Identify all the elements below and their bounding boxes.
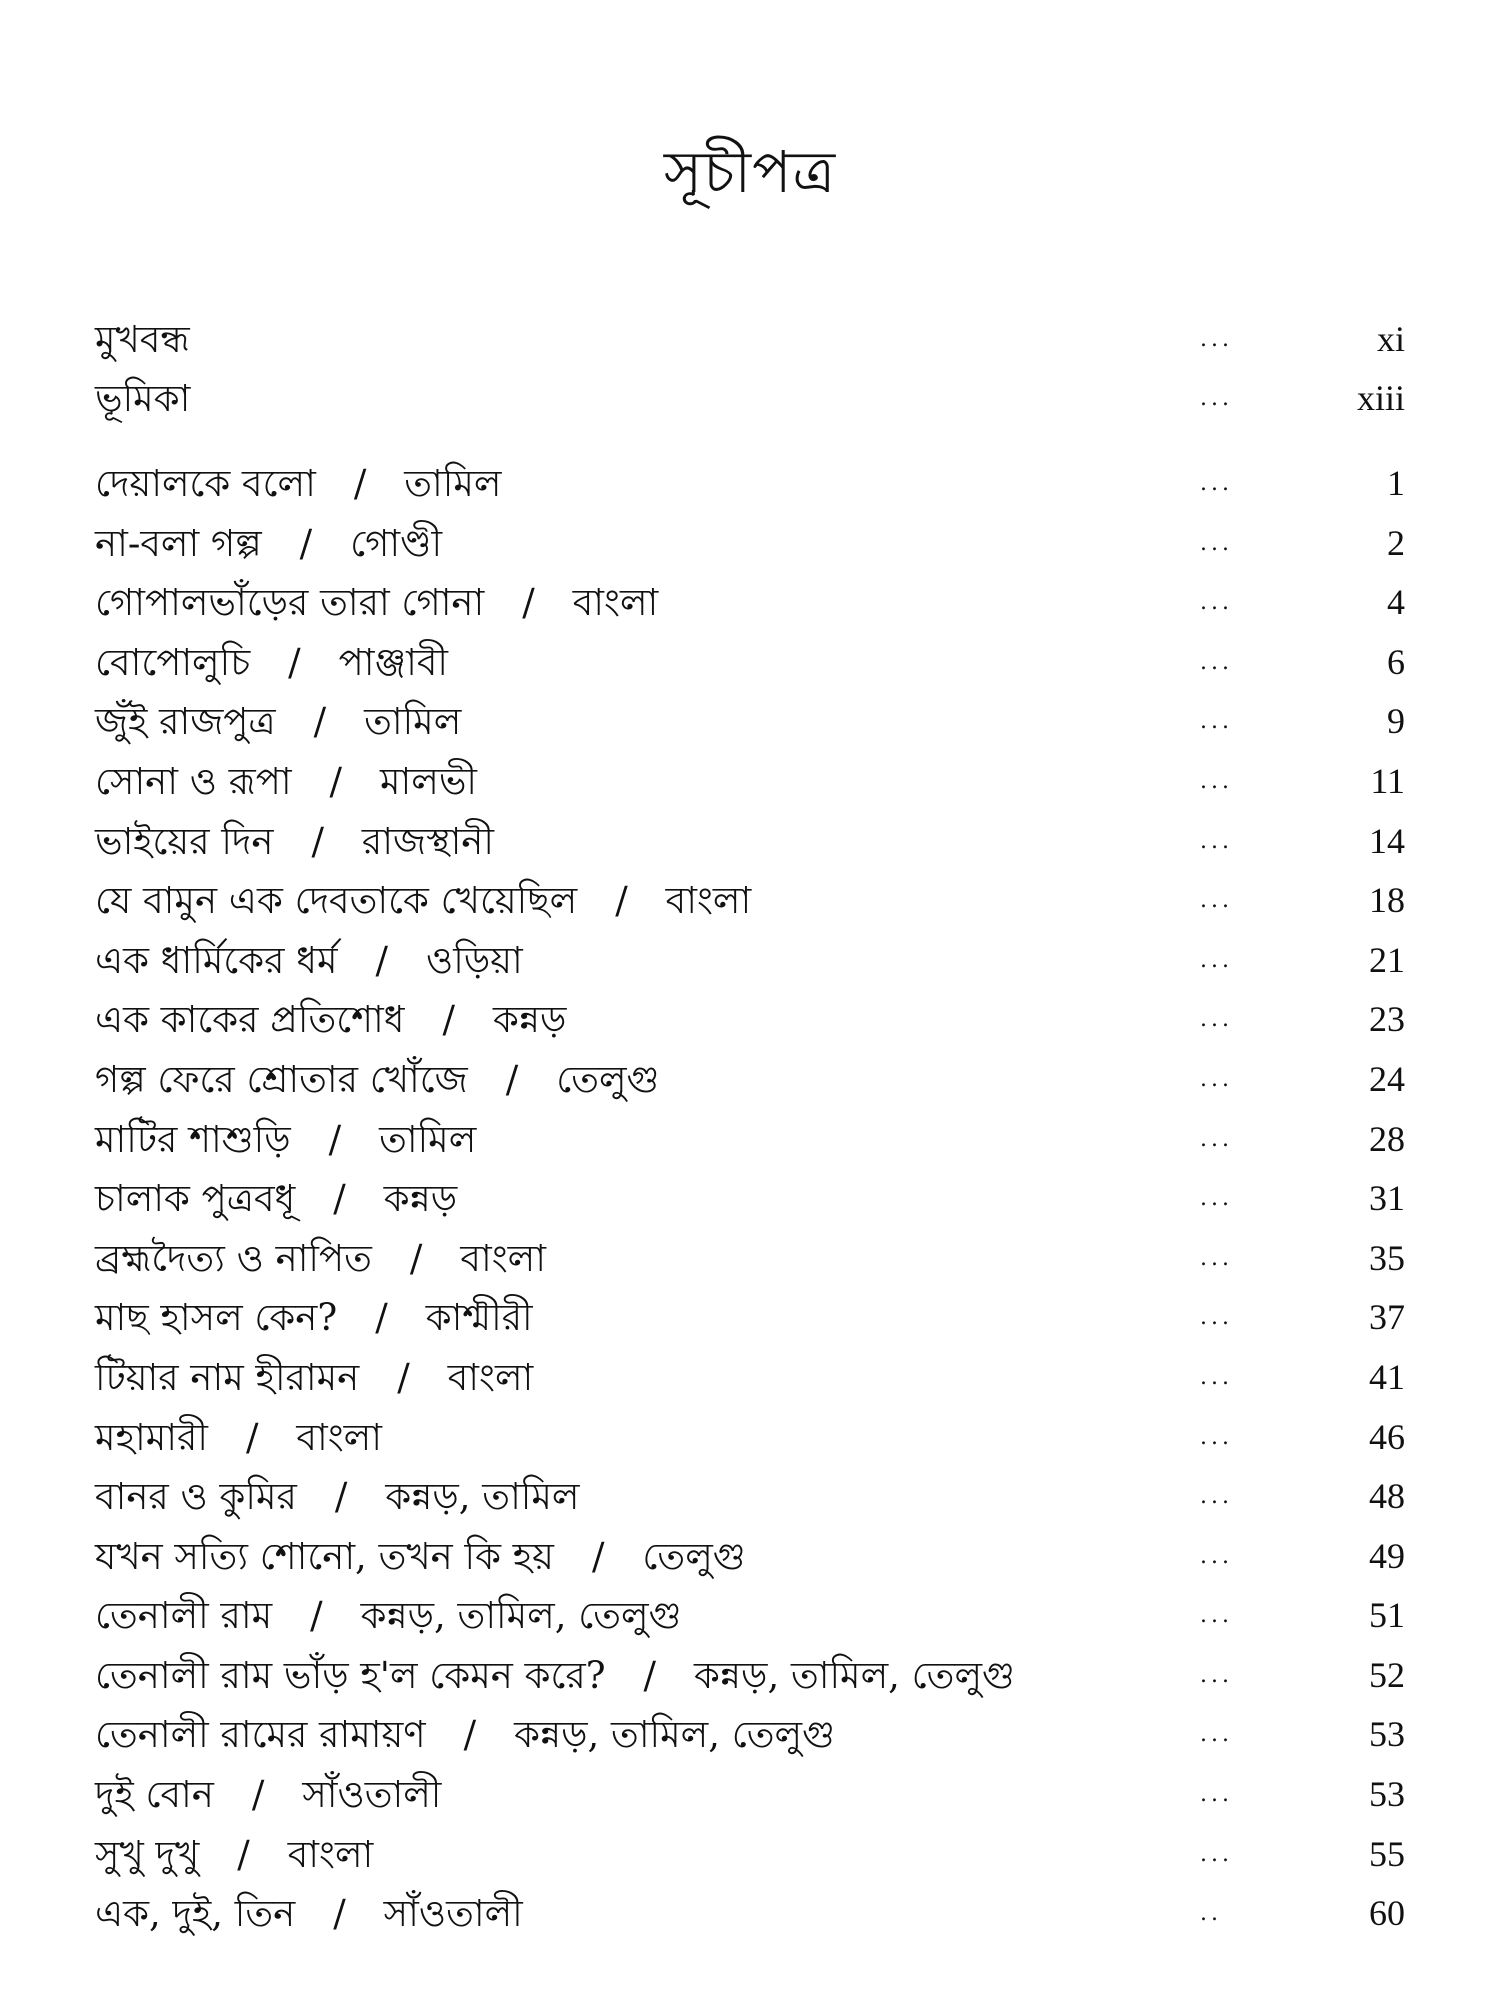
toc-entry-title: যে বামুন এক দেবতাকে খেয়েছিল <box>95 879 578 923</box>
toc-entry-heading <box>95 514 442 574</box>
toc-entry <box>95 1169 1405 1229</box>
toc-entry-heading <box>95 692 461 752</box>
toc-entry-title: না-বলা গল্প <box>95 521 262 565</box>
toc-entry-language: তেলুগু <box>556 1057 660 1101</box>
toc-entry-heading <box>95 1408 382 1468</box>
title-language-separator: / <box>375 1296 388 1340</box>
title-language-separator: / <box>251 1773 265 1817</box>
toc-entry-title: ভূমিকা <box>95 377 191 420</box>
title-language-separator: / <box>643 1653 657 1697</box>
toc-page-number: 51 <box>1369 1595 1405 1636</box>
section-spacer <box>95 428 1405 454</box>
toc-entry-language: মালভী <box>380 759 478 803</box>
toc-entry-heading <box>95 1110 476 1170</box>
toc-entry-title: জুঁই রাজপুত্র <box>95 700 276 744</box>
title-language-separator: / <box>334 1475 348 1519</box>
toc-page-number: 18 <box>1369 880 1405 921</box>
toc-entry-heading <box>95 1169 457 1229</box>
toc-entry-title: দুই বোন <box>95 1773 214 1817</box>
toc-page-number: xi <box>1376 319 1405 359</box>
toc-entry <box>95 1825 1405 1885</box>
toc-entry-language: কন্নড় <box>492 998 567 1042</box>
toc-entry-heading <box>95 573 658 633</box>
toc-page-number: 23 <box>1369 999 1405 1040</box>
toc-page-number: 55 <box>1369 1833 1405 1874</box>
toc-entry <box>95 1288 1405 1348</box>
toc-dot-leader: ... <box>1200 1364 1233 1390</box>
title-language-separator: / <box>329 759 343 803</box>
toc-entry-heading <box>95 1288 533 1348</box>
title-language-separator: / <box>237 1832 250 1876</box>
toc-entry <box>95 1646 1405 1706</box>
toc-entry-title: এক ধার্মিকের ধর্ম <box>95 938 338 982</box>
title-language-separator: / <box>311 819 324 863</box>
toc-entry-heading <box>95 633 448 693</box>
title-language-separator: / <box>245 1415 259 1459</box>
toc-dot-leader: ... <box>1200 1126 1233 1152</box>
toc-entry-list <box>95 454 1405 1944</box>
toc-dot-leader: ... <box>1200 590 1233 616</box>
toc-page-number: 35 <box>1369 1237 1405 1278</box>
toc-dot-leader: ... <box>1200 768 1233 794</box>
toc-entry <box>95 1586 1405 1646</box>
toc-entry-heading <box>95 1467 580 1527</box>
toc-entry-language: বাংলা <box>572 581 659 625</box>
toc-dot-leader: ... <box>1200 471 1233 496</box>
toc-entry-language: পাঞ্জাবী <box>338 640 449 684</box>
toc-entry-title: তেনালী রাম <box>95 1594 273 1638</box>
toc-entry-language: কন্নড় <box>383 1177 458 1221</box>
title-language-separator: / <box>522 581 535 625</box>
toc-entry-heading <box>95 1527 746 1587</box>
title-language-separator: / <box>333 1177 346 1221</box>
toc-entry-title: সুখু দুখু <box>95 1832 200 1876</box>
toc-page-number: 49 <box>1369 1535 1405 1576</box>
toc-entry-language: বাংলা <box>665 879 752 923</box>
title-language-separator: / <box>397 1355 410 1399</box>
toc-entry-title: গোপালভাঁড়ের তারা গোনা <box>95 581 485 625</box>
toc-entry-language: বাংলা <box>287 1832 374 1876</box>
toc-entry-heading <box>95 931 523 991</box>
toc-dot-leader: ... <box>1200 1722 1233 1748</box>
table-of-contents <box>95 310 1405 1944</box>
toc-page-number: 2 <box>1387 522 1405 563</box>
toc-entry-heading <box>95 871 751 931</box>
toc-dot-leader: ... <box>1200 1305 1233 1331</box>
toc-entry-title: তেনালী রাম ভাঁড় হ'ল কেমন করে? <box>95 1653 606 1697</box>
title-language-separator: / <box>299 521 313 565</box>
toc-entry-heading <box>95 1884 523 1944</box>
toc-dot-leader: ... <box>1200 1186 1233 1212</box>
toc-entry-title: তেনালী রামের রামায়ণ <box>95 1713 426 1757</box>
toc-entry-title: যখন সত্যি শোনো, তখন কি হয় <box>95 1534 554 1578</box>
toc-entry-title: এক, দুই, তিন <box>95 1892 296 1936</box>
toc-entry-language: তামিল <box>404 462 502 505</box>
toc-entry-title: টিয়ার নাম হীরামন <box>95 1355 360 1399</box>
toc-entry-heading <box>95 1050 659 1110</box>
toc-page-number: 11 <box>1370 760 1405 801</box>
toc-entry-heading <box>95 812 494 872</box>
toc-entry <box>95 454 1405 514</box>
toc-page-number: 46 <box>1369 1416 1405 1457</box>
toc-entry-language: তেলুগু <box>642 1534 746 1578</box>
title-language-separator: / <box>375 938 389 982</box>
toc-dot-leader: ... <box>1200 1245 1233 1271</box>
toc-entry <box>95 1050 1405 1110</box>
toc-entry-language: কাশ্মীরী <box>425 1296 533 1340</box>
toc-entry <box>95 1467 1405 1527</box>
toc-entry-language: তামিল <box>379 1117 477 1161</box>
toc-entry-title: বোপোলুচি <box>95 640 251 684</box>
toc-entry <box>95 1884 1405 1944</box>
toc-dot-leader: ... <box>1200 1424 1233 1450</box>
toc-dot-leader: ... <box>1200 386 1233 411</box>
toc-dot-leader: ... <box>1200 828 1233 854</box>
toc-entry <box>95 633 1405 693</box>
toc-entry <box>95 1705 1405 1765</box>
toc-entry-language: সাঁওতালী <box>383 1892 523 1936</box>
toc-entry-heading <box>95 990 566 1050</box>
toc-entry <box>95 1110 1405 1170</box>
toc-page-number: 60 <box>1369 1893 1405 1934</box>
toc-entry-heading <box>95 1765 441 1825</box>
toc-entry-title: ভাইয়ের দিন <box>95 819 274 863</box>
toc-page-number: 21 <box>1369 939 1405 980</box>
toc-entry <box>95 752 1405 812</box>
toc-page-number: 14 <box>1369 820 1405 861</box>
toc-page-number: 28 <box>1369 1118 1405 1159</box>
toc-entry-language: গোণ্ডী <box>350 521 443 565</box>
toc-entry-title: মাছ হাসল কেন? <box>95 1296 338 1340</box>
toc-dot-leader: ... <box>1200 649 1233 675</box>
toc-entry-language: ওড়িয়া <box>426 938 523 982</box>
toc-entry-language: তামিল <box>364 700 462 744</box>
toc-entry <box>95 692 1405 752</box>
toc-entry-title: মুখবন্ধ <box>95 318 190 361</box>
title-language-separator: / <box>591 1534 605 1578</box>
toc-entry-title: চালাক পুত্রবধূ <box>95 1177 296 1221</box>
toc-page-number: 41 <box>1369 1356 1405 1397</box>
title-language-separator: / <box>615 879 628 923</box>
toc-entry <box>95 871 1405 931</box>
toc-front-entry <box>95 369 1405 428</box>
toc-page-number: 53 <box>1369 1714 1405 1755</box>
title-language-separator: / <box>313 700 327 744</box>
toc-page-number: 52 <box>1369 1654 1405 1695</box>
toc-entry <box>95 573 1405 633</box>
toc-entry <box>95 1408 1405 1468</box>
title-language-separator: / <box>288 640 301 684</box>
toc-dot-leader: ... <box>1200 709 1233 735</box>
toc-dot-leader: ... <box>1200 1662 1233 1688</box>
title-language-separator: / <box>333 1892 346 1936</box>
toc-dot-leader: ... <box>1200 947 1233 973</box>
toc-page-number: 4 <box>1387 582 1405 623</box>
toc-entry-language: সাঁওতালী <box>302 1773 442 1817</box>
toc-page-number: 1 <box>1387 463 1405 503</box>
toc-entry <box>95 812 1405 872</box>
toc-entry-language: বাংলা <box>460 1236 546 1280</box>
toc-entry-title: গল্প ফেরে শ্রোতার খোঁজে <box>95 1057 468 1101</box>
title-language-separator: / <box>505 1057 519 1101</box>
toc-entry <box>95 1348 1405 1408</box>
toc-dot-leader: ... <box>1200 1066 1233 1092</box>
toc-entry-language: বাংলা <box>296 1415 382 1459</box>
toc-entry-language: কন্নড়, তামিল <box>385 1475 580 1519</box>
toc-dot-leader: ... <box>1200 1484 1233 1510</box>
toc-page-number: 53 <box>1369 1774 1405 1815</box>
title-language-separator: / <box>328 1117 342 1161</box>
toc-entry-language: বাংলা <box>447 1355 534 1399</box>
toc-page-number: 48 <box>1369 1476 1405 1517</box>
title-language-separator: / <box>409 1236 423 1280</box>
toc-dot-leader: ... <box>1200 327 1233 352</box>
toc-entry-heading <box>95 1586 681 1646</box>
toc-entry-title: এক কাকের প্রতিশোধ <box>95 998 405 1042</box>
toc-entry-language: কন্নড়, তামিল, তেলুগু <box>514 1713 835 1757</box>
title-language-separator: / <box>310 1594 323 1638</box>
toc-entry <box>95 1765 1405 1825</box>
toc-entry-heading <box>95 1825 373 1885</box>
page-title: সূচীপত্র <box>663 138 837 206</box>
toc-page-number: 9 <box>1387 701 1405 742</box>
toc-entry <box>95 1229 1405 1289</box>
toc-dot-leader: ... <box>1200 1782 1233 1808</box>
toc-dot-leader: ... <box>1200 530 1233 556</box>
toc-entry-title: মাটির শাশুড়ি <box>95 1117 291 1161</box>
toc-front-entry <box>95 310 1405 369</box>
toc-entry-heading <box>95 752 477 812</box>
toc-entry-heading <box>95 1348 533 1408</box>
toc-page-number: xiii <box>1356 378 1405 418</box>
toc-entry <box>95 990 1405 1050</box>
toc-entry-title: দেয়ালকে বলো <box>95 462 316 505</box>
toc-page-number: 31 <box>1369 1178 1405 1219</box>
toc-entry-heading <box>95 454 502 514</box>
toc-entry-title: ব্রহ্মদৈত্য ও নাপিত <box>95 1236 372 1280</box>
toc-page-number: 37 <box>1369 1297 1405 1338</box>
toc-entry-title: সোনা ও রূপা <box>95 759 292 803</box>
toc-dot-leader: ... <box>1200 1543 1233 1569</box>
toc-entry-language: কন্নড়, তামিল, তেলুগু <box>360 1594 682 1638</box>
toc-entry-language: কন্নড়, তামিল, তেলুগু <box>694 1653 1015 1697</box>
toc-dot-leader: ... <box>1200 1007 1233 1033</box>
title-language-separator: / <box>463 1713 477 1757</box>
toc-entry-heading <box>95 1229 546 1289</box>
toc-entry <box>95 931 1405 991</box>
toc-dot-leader: ... <box>1200 888 1233 914</box>
toc-page-number: 6 <box>1387 641 1405 682</box>
toc-entry-heading <box>95 1646 1015 1706</box>
toc-page-number: 24 <box>1369 1058 1405 1099</box>
toc-entry-title: বানর ও কুমির <box>95 1475 297 1519</box>
toc-entry-language: রাজস্থানী <box>361 819 494 863</box>
title-language-separator: / <box>353 462 367 505</box>
toc-entry-heading <box>95 1705 835 1765</box>
toc-entry <box>95 1527 1405 1587</box>
toc-entry <box>95 514 1405 574</box>
toc-dot-leader: .. <box>1200 1901 1222 1927</box>
title-language-separator: / <box>442 998 455 1042</box>
toc-entry-title: মহামারী <box>95 1415 208 1459</box>
toc-dot-leader: ... <box>1200 1841 1233 1867</box>
toc-dot-leader: ... <box>1200 1603 1233 1629</box>
